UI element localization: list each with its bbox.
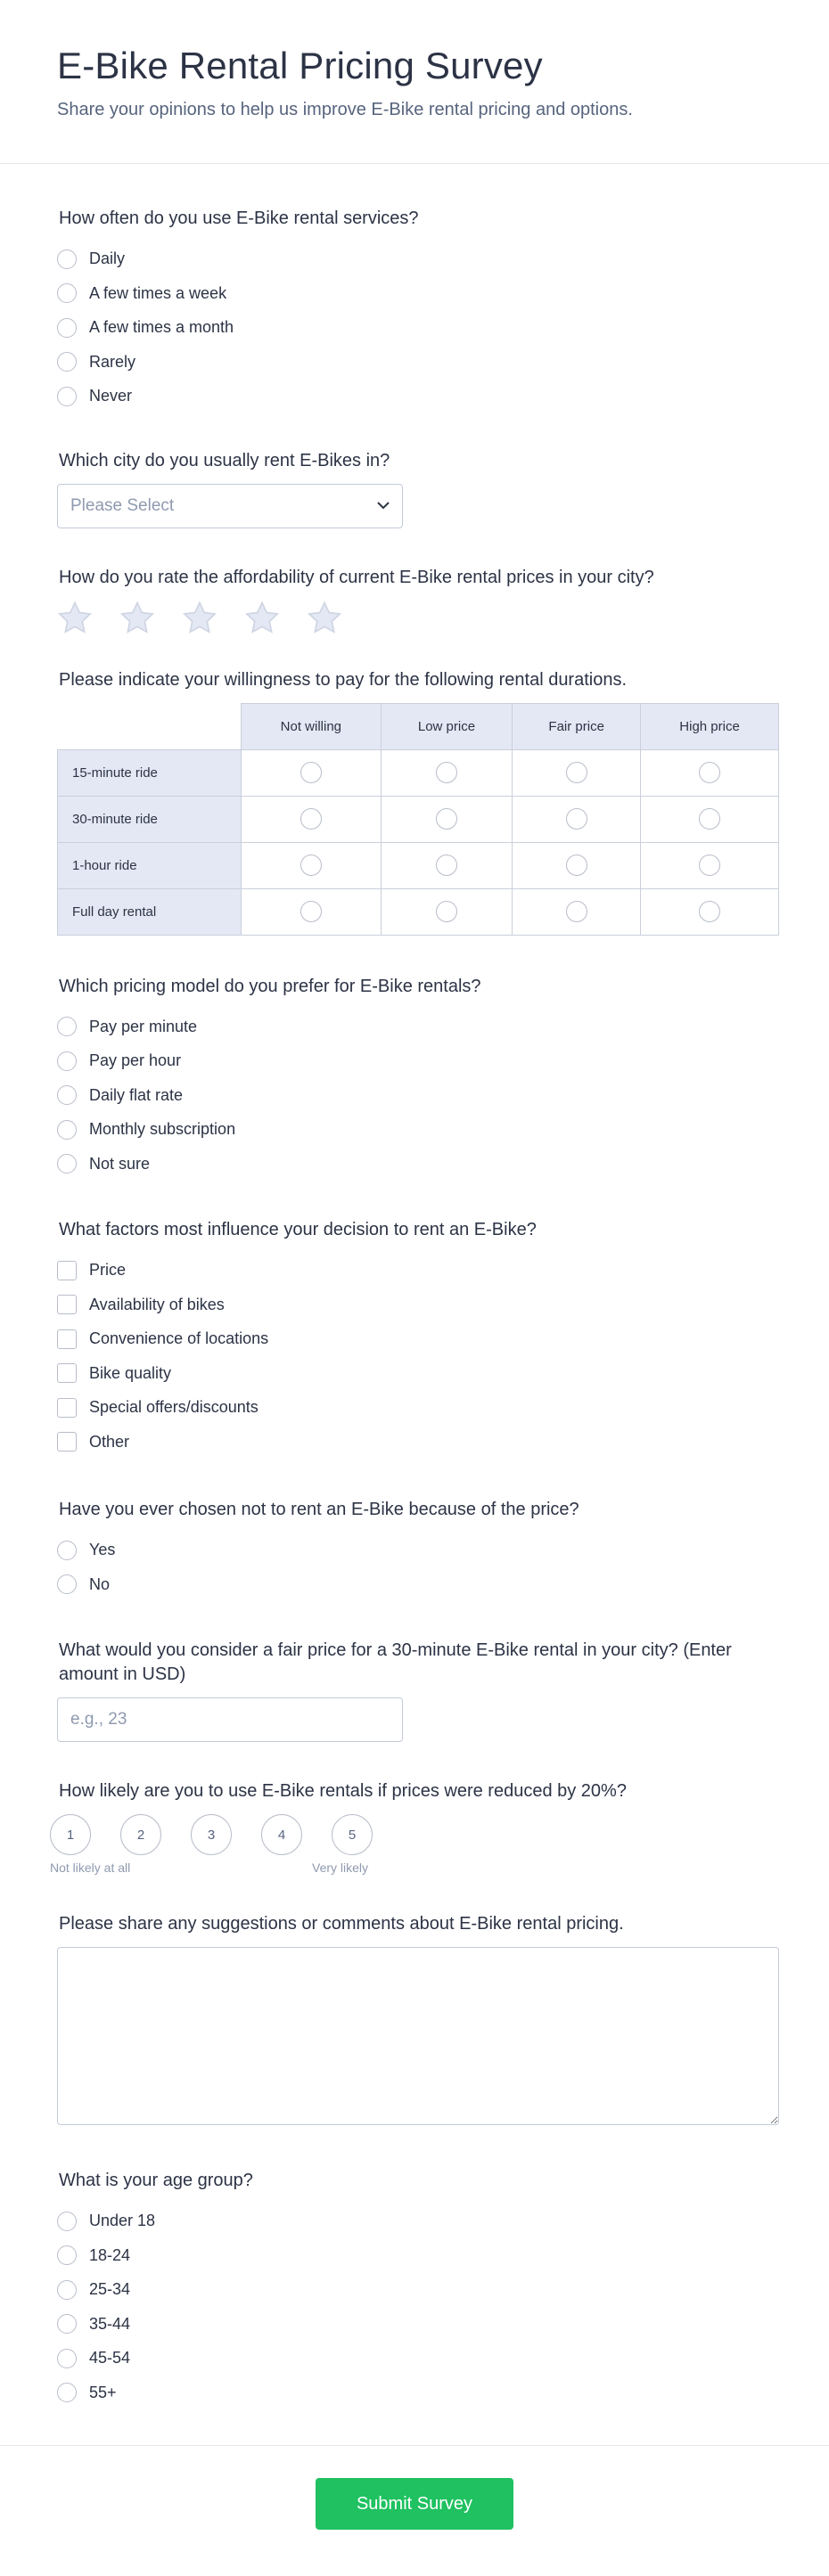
checkbox-option[interactable] — [57, 1356, 779, 1391]
matrix-radio[interactable] — [566, 855, 587, 876]
star-icon[interactable] — [244, 601, 280, 636]
radio-label: 25-34 — [89, 2280, 131, 2299]
radio-label: Yes — [89, 1541, 116, 1559]
radio-label: Daily — [89, 249, 126, 268]
radio-option[interactable] — [57, 1567, 779, 1602]
radio-label: 55+ — [89, 2383, 117, 2401]
matrix-table — [57, 703, 779, 936]
question-usage-frequency — [57, 207, 779, 413]
page-subtitle: Share your opinions to help us improve E-Bike rental pricing and options. — [57, 100, 633, 120]
checkbox-label: Other — [89, 1432, 130, 1451]
matrix-row — [58, 842, 779, 888]
radio-option[interactable] — [57, 1010, 779, 1044]
matrix-radio[interactable] — [436, 855, 457, 876]
question-suggestions — [57, 1912, 779, 2130]
radio-button[interactable] — [57, 249, 77, 269]
scale-option[interactable]: 4 — [261, 1814, 302, 1855]
question-label: How likely are you to use E-Bike rentals if prices were reduced by 20%? — [59, 1781, 627, 1802]
question-label: What would you consider a fair price for a 30-minute E-Bike rental in your city? (Enter amount in USD) — [59, 1640, 732, 1685]
checkbox-option[interactable] — [57, 1390, 779, 1425]
radio-button[interactable] — [57, 1051, 77, 1071]
checkbox-label: Price — [89, 1261, 127, 1280]
matrix-row-label: 30-minute ride — [58, 796, 242, 842]
scale-option[interactable]: 5 — [332, 1814, 373, 1855]
question-influence-factors — [57, 1218, 779, 1459]
matrix-radio[interactable] — [300, 762, 322, 783]
scale-low-label: Not likely at all — [50, 1860, 131, 1876]
matrix-corner — [58, 703, 242, 749]
scale-option[interactable]: 2 — [120, 1814, 161, 1855]
checkbox-option[interactable] — [57, 1253, 779, 1288]
fair-price-input[interactable] — [57, 1697, 403, 1742]
checkbox-label: Special offers/discounts — [89, 1398, 259, 1417]
matrix-radio[interactable] — [436, 901, 457, 922]
checkbox-option[interactable] — [57, 1425, 779, 1460]
radio-label: Not sure — [89, 1154, 151, 1173]
question-label: Which pricing model do you prefer for E-Bike rentals? — [59, 976, 481, 996]
radio-button[interactable] — [57, 2245, 77, 2265]
radio-button[interactable] — [57, 1120, 77, 1140]
matrix-radio[interactable] — [566, 808, 587, 830]
radio-button[interactable] — [57, 2349, 77, 2368]
matrix-row-label: 1-hour ride — [58, 842, 242, 888]
radio-label: Monthly subscription — [89, 1120, 236, 1139]
checkbox-label: Convenience of locations — [89, 1329, 269, 1348]
radio-label: Under 18 — [89, 2212, 156, 2230]
radio-button[interactable] — [57, 283, 77, 303]
radio-label: A few times a month — [89, 318, 234, 337]
radio-option[interactable] — [57, 1043, 779, 1078]
radio-label: Daily flat rate — [89, 1085, 184, 1104]
radio-label: 18-24 — [89, 2245, 131, 2264]
radio-group-age — [57, 2204, 779, 2409]
question-label: Please share any suggestions or comments about E-Bike rental pricing. — [59, 1914, 624, 1934]
radio-option[interactable] — [57, 1078, 779, 1113]
question-label: How do you rate the affordability of current E-Bike rental prices in your city? — [59, 567, 654, 587]
matrix-column-header: Not willing — [242, 703, 382, 749]
scale-labels — [50, 1855, 779, 1877]
question-willingness-matrix — [57, 668, 779, 936]
radio-button[interactable] — [57, 2383, 77, 2402]
chevron-down-icon — [377, 502, 390, 510]
question-label: Please indicate your willingness to pay for the following rental durations. — [59, 669, 628, 690]
radio-option[interactable] — [57, 379, 779, 413]
checkbox[interactable] — [57, 1295, 77, 1314]
radio-button[interactable] — [57, 387, 77, 406]
matrix-row — [58, 749, 779, 796]
radio-option[interactable] — [57, 1147, 779, 1182]
matrix-radio[interactable] — [436, 762, 457, 783]
matrix-row-label: 15-minute ride — [58, 749, 242, 796]
radio-label: 45-54 — [89, 2349, 131, 2367]
radio-option[interactable] — [57, 2341, 779, 2376]
submit-button[interactable]: Submit Survey — [316, 2478, 513, 2530]
scale-rating — [50, 1814, 779, 1855]
radio-option[interactable] — [57, 2376, 779, 2410]
star-icon[interactable] — [182, 601, 218, 636]
question-label: How often do you use E-Bike rental services? — [59, 209, 419, 229]
radio-option[interactable] — [57, 2238, 779, 2273]
checkbox-label: Availability of bikes — [89, 1295, 225, 1313]
checkbox-group-factors — [57, 1253, 779, 1459]
radio-option[interactable] — [57, 276, 779, 311]
radio-button[interactable] — [57, 2212, 77, 2231]
checkbox-option[interactable] — [57, 1321, 779, 1356]
matrix-radio[interactable] — [436, 808, 457, 830]
radio-button[interactable] — [57, 1085, 77, 1105]
scale-option[interactable]: 3 — [191, 1814, 232, 1855]
matrix-radio[interactable] — [699, 808, 720, 830]
radio-button[interactable] — [57, 352, 77, 372]
radio-button[interactable] — [57, 2280, 77, 2300]
matrix-radio[interactable] — [699, 855, 720, 876]
radio-option[interactable] — [57, 2204, 779, 2238]
question-label: Have you ever chosen not to rent an E-Bike because of the price? — [59, 1500, 579, 1520]
checkbox[interactable] — [57, 1363, 77, 1383]
question-city — [57, 449, 779, 528]
form-footer — [0, 2445, 829, 2530]
star-icon[interactable] — [307, 601, 342, 636]
city-select[interactable] — [57, 484, 403, 528]
radio-button[interactable] — [57, 1574, 77, 1594]
matrix-radio[interactable] — [566, 901, 587, 922]
matrix-column-header: Fair price — [513, 703, 641, 749]
question-label: Which city do you usually rent E-Bikes in? — [59, 450, 390, 470]
radio-option[interactable] — [57, 1533, 779, 1567]
scale-high-label: Very likely — [312, 1860, 369, 1876]
radio-group-pricing-model — [57, 1010, 779, 1182]
radio-label: Pay per minute — [89, 1017, 198, 1035]
radio-option[interactable] — [57, 345, 779, 380]
question-age-group — [57, 2169, 779, 2409]
star-rating — [57, 601, 779, 636]
radio-option[interactable] — [57, 1112, 779, 1147]
radio-button[interactable] — [57, 1541, 77, 1560]
page-title: E-Bike Rental Pricing Survey — [57, 45, 543, 86]
matrix-row — [58, 888, 779, 935]
radio-option[interactable] — [57, 2307, 779, 2342]
survey-header — [0, 0, 829, 164]
survey-form — [0, 207, 829, 2409]
radio-label: Pay per hour — [89, 1051, 182, 1070]
matrix-radio[interactable] — [566, 762, 587, 783]
matrix-radio[interactable] — [300, 901, 322, 922]
matrix-column-header: High price — [641, 703, 779, 749]
radio-button[interactable] — [57, 1154, 77, 1174]
question-pricing-model — [57, 975, 779, 1182]
checkbox[interactable] — [57, 1432, 77, 1452]
radio-label: A few times a week — [89, 283, 227, 302]
radio-button[interactable] — [57, 318, 77, 338]
question-label: What is your age group? — [59, 2171, 253, 2191]
radio-label: Never — [89, 387, 133, 405]
matrix-radio[interactable] — [300, 855, 322, 876]
checkbox[interactable] — [57, 1398, 77, 1418]
radio-button[interactable] — [57, 2314, 77, 2334]
checkbox-label: Bike quality — [89, 1363, 172, 1382]
radio-button[interactable] — [57, 1017, 77, 1036]
radio-option[interactable] — [57, 310, 779, 345]
radio-label: 35-44 — [89, 2314, 131, 2333]
checkbox-option[interactable] — [57, 1288, 779, 1322]
matrix-radio[interactable] — [699, 762, 720, 783]
checkbox[interactable] — [57, 1261, 77, 1280]
star-icon[interactable] — [119, 601, 155, 636]
select-placeholder: Please Select — [70, 495, 175, 515]
suggestions-textarea[interactable] — [57, 1947, 779, 2125]
star-icon[interactable] — [57, 601, 93, 636]
question-affordability-rating — [57, 566, 779, 636]
matrix-row — [58, 796, 779, 842]
matrix-row-label: Full day rental — [58, 888, 242, 935]
matrix-column-header: Low price — [381, 703, 513, 749]
question-likelihood-scale — [50, 1779, 779, 1877]
radio-option[interactable] — [57, 2272, 779, 2307]
question-label: What factors most influence your decision to rent an E-Bike? — [59, 1220, 537, 1240]
checkbox[interactable] — [57, 1329, 77, 1349]
scale-option[interactable]: 1 — [50, 1814, 91, 1855]
matrix-radio[interactable] — [300, 808, 322, 830]
radio-group-declined — [57, 1533, 779, 1601]
radio-group-usage-frequency — [57, 241, 779, 413]
question-fair-price — [57, 1639, 779, 1742]
radio-option[interactable] — [57, 241, 779, 276]
matrix-radio[interactable] — [699, 901, 720, 922]
radio-label: Rarely — [89, 352, 136, 371]
radio-label: No — [89, 1574, 111, 1593]
question-declined-due-to-price — [57, 1498, 779, 1601]
